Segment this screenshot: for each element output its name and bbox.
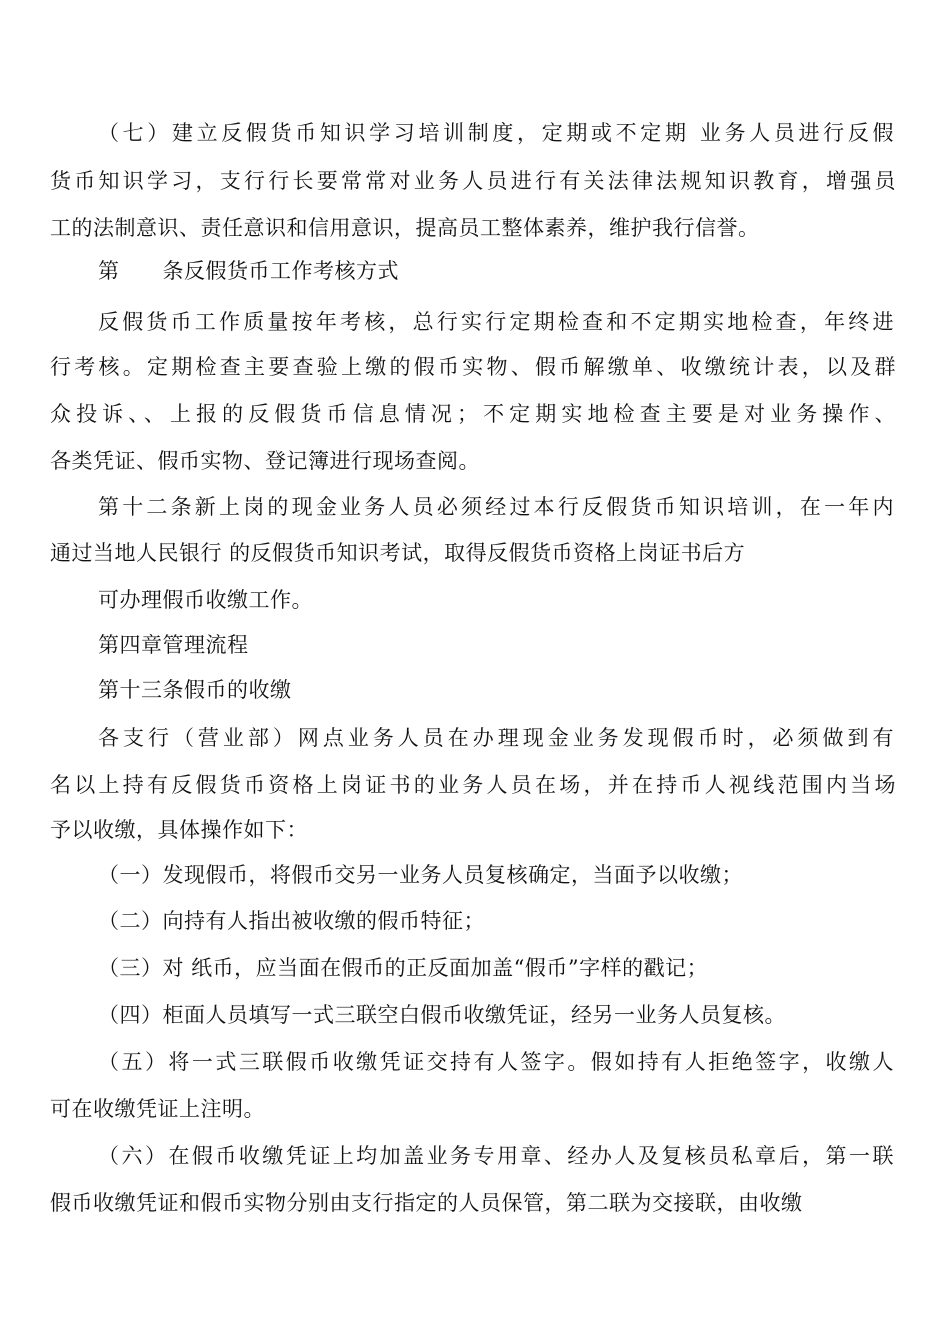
paragraph-7-line-1: （七）建立反假货币知识学习培训制度，定期或不定期 业务人员进行反假	[98, 121, 894, 145]
step-3: （三）对 纸币，应当面在假币的正反面加盖“假币”字样的戳记；	[98, 956, 709, 980]
article-heading-assessment: 第 条反假货币工作考核方式	[98, 259, 399, 283]
step-4: （四）柜面人员填写一式三联空白假币收缴凭证，经另一业务人员复核。	[98, 1003, 786, 1027]
article-13-heading: 第十三条假币的收缴	[98, 678, 292, 702]
step-6-line-2: 假币收缴凭证和假币实物分别由支行指定的人员保管，第二联为交接联，由收缴	[50, 1191, 803, 1215]
assessment-line-4: 各类凭证、假币实物、登记簿进行现场查阅。	[50, 449, 480, 473]
step-2: （二）向持有人指出被收缴的假币特征；	[98, 909, 485, 933]
assessment-line-1: 反假货币工作质量按年考核，总行实行定期检查和不定期实地检查，年终进	[98, 310, 894, 334]
article-12-line-1: 第十二条新上岗的现金业务人员必须经过本行反假货币知识培训，在一年内	[98, 495, 894, 519]
paragraph-7-line-2: 货币知识学习，支行行长要常常对业务人员进行有关法律法规知识教育，增强员	[50, 169, 896, 193]
step-5-line-2: 可在收缴凭证上注明。	[50, 1097, 265, 1121]
collection-line-3: 予以收缴，具体操作如下：	[50, 818, 308, 842]
assessment-line-3: 众投诉、、上报的反假货币信息情况；不定期实地检查主要是对业务操作、	[50, 402, 896, 426]
article-12-line-3: 可办理假币收缴工作。	[98, 588, 313, 612]
assessment-line-2: 行考核。定期检查主要查验上缴的假币实物、假币解缴单、收缴统计表，以及群	[50, 355, 896, 379]
step-1: （一）发现假币，将假币交另一业务人员复核确定，当面予以收缴；	[98, 863, 743, 887]
chapter-4-heading: 第四章管理流程	[98, 633, 249, 657]
paragraph-7-line-3: 工的法制意识、责任意识和信用意识，提高员工整体素养，维护我行信誉。	[50, 216, 760, 240]
step-5-line-1: （五）将一式三联假币收缴凭证交持有人签字。假如持有人拒绝签字，收缴人	[98, 1050, 894, 1074]
collection-line-1: 各支行（营业部）网点业务人员在办理现金业务发现假币时，必须做到有	[98, 726, 894, 750]
step-6-line-1: （六）在假币收缴凭证上均加盖业务专用章、经办人及复核员私章后，第一联	[98, 1144, 894, 1168]
article-12-line-2: 通过当地人民银行 的反假货币知识考试，取得反假货币资格上岗证书后方	[50, 541, 746, 565]
collection-line-2: 名以上持有反假货币资格上岗证书的业务人员在场，并在持币人视线范围内当场	[50, 773, 896, 797]
